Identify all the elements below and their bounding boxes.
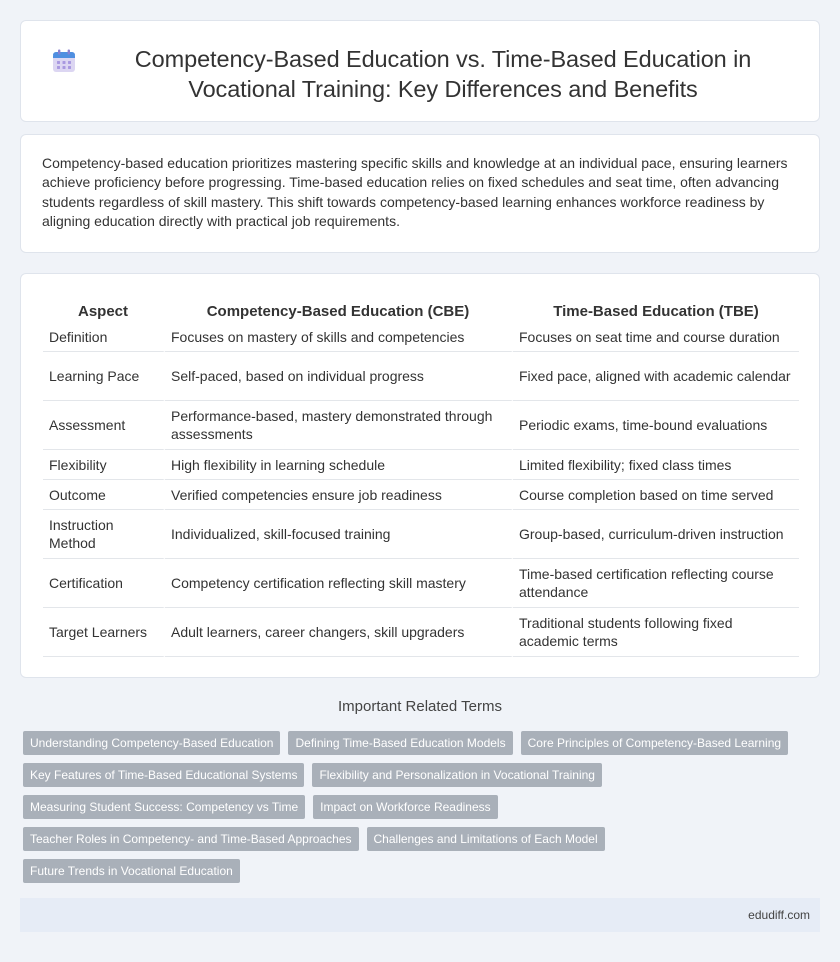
comparison-table: [43, 294, 799, 657]
cbe-cell: Competency certification reflecting skill mastery: [165, 559, 513, 608]
tbe-cell: Course completion based on time served: [513, 480, 799, 510]
table-row: [43, 352, 799, 401]
table-row: [43, 608, 799, 657]
aspect-cell: Instruction Method: [43, 510, 165, 559]
footer: [20, 898, 820, 932]
aspect-cell: Target Learners: [43, 608, 165, 657]
table-row: [43, 401, 799, 450]
cbe-cell: Individualized, skill-focused training: [165, 510, 513, 559]
aspect-cell: Certification: [43, 559, 165, 608]
cbe-cell: High flexibility in learning schedule: [165, 450, 513, 480]
cbe-cell: Verified competencies ensure job readiness: [165, 480, 513, 510]
related-term-tag[interactable]: Future Trends in Vocational Education: [23, 859, 240, 883]
tbe-cell: Focuses on seat time and course duration: [513, 322, 799, 352]
cbe-cell: Self-paced, based on individual progress: [165, 352, 513, 401]
footer-site-link[interactable]: edudiff.com: [748, 908, 810, 922]
related-term-tag[interactable]: Teacher Roles in Competency- and Time-Based Approaches: [23, 827, 359, 851]
column-header-cbe: Competency-Based Education (CBE): [165, 294, 513, 322]
table-row: [43, 559, 799, 608]
related-term-tag[interactable]: Flexibility and Personalization in Vocational Training: [312, 763, 602, 787]
related-terms-list: [23, 731, 813, 891]
aspect-cell: Outcome: [43, 480, 165, 510]
column-header-tbe: Time-Based Education (TBE): [553, 302, 759, 320]
aspect-cell: Learning Pace: [43, 352, 165, 401]
table-row: [43, 510, 799, 559]
aspect-cell: Flexibility: [43, 450, 165, 480]
related-term-tag[interactable]: Core Principles of Competency-Based Learning: [521, 731, 788, 755]
related-term-tag[interactable]: Challenges and Limitations of Each Model: [367, 827, 605, 851]
tbe-cell: Periodic exams, time-bound evaluations: [513, 401, 799, 450]
calendar-icon: [51, 48, 77, 74]
related-term-tag[interactable]: Measuring Student Success: Competency vs Time: [23, 795, 305, 819]
tbe-cell: Traditional students following fixed academic terms: [513, 608, 799, 657]
cbe-cell: Focuses on mastery of skills and competencies: [165, 322, 513, 352]
aspect-cell: Definition: [43, 322, 165, 352]
intro-card: [20, 134, 820, 253]
header-card: [20, 20, 820, 122]
tbe-cell: Time-based certification reflecting course attendance: [513, 559, 799, 608]
intro-paragraph: Competency-based education prioritizes mastering specific skills and knowledge at an individual pace, ensuring learners achieve proficiency before progressing. Time-based education relies on fixed schedules and seat time, often advancing students regardless of skill mastery. This shift towards competency-based learning enhances workforce readiness by aligning education directly with practical job requirements.: [42, 155, 788, 230]
tbe-cell: Fixed pace, aligned with academic calendar: [513, 352, 799, 401]
title-row: [21, 21, 819, 104]
column-header-aspect: Aspect: [43, 294, 165, 322]
related-term-tag[interactable]: Impact on Workforce Readiness: [313, 795, 498, 819]
related-term-tag[interactable]: Understanding Competency-Based Education: [23, 731, 280, 755]
tbe-cell: Limited flexibility; fixed class times: [513, 450, 799, 480]
related-terms-heading: Important Related Terms: [338, 698, 502, 715]
table-row: [43, 480, 799, 510]
comparison-card: [20, 273, 820, 678]
table-row: [43, 450, 799, 480]
related-term-tag[interactable]: Key Features of Time-Based Educational Systems: [23, 763, 304, 787]
table-header-row: [43, 294, 799, 322]
tbe-cell: Group-based, curriculum-driven instruction: [513, 510, 799, 559]
table-row: [43, 322, 799, 352]
aspect-cell: Assessment: [43, 401, 165, 450]
cbe-cell: Performance-based, mastery demonstrated through assessments: [165, 401, 513, 450]
page-title: Competency-Based Education vs. Time-Based Education in Vocational Training: Key Differences and Benefits: [134, 46, 752, 102]
related-term-tag[interactable]: Defining Time-Based Education Models: [288, 731, 512, 755]
cbe-cell: Adult learners, career changers, skill upgraders: [165, 608, 513, 657]
